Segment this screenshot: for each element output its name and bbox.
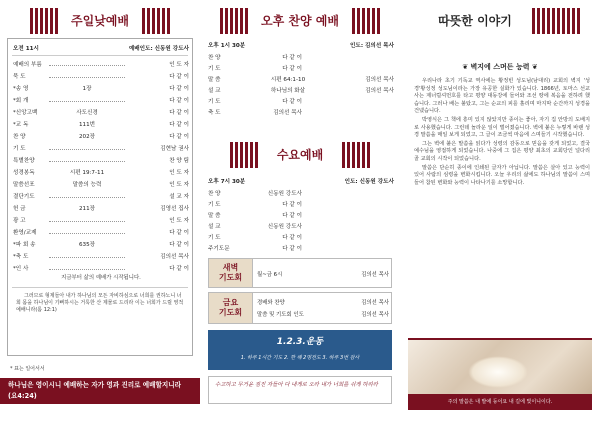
- order-person: 다 같 이: [169, 266, 189, 272]
- service-order-row: [13, 250, 189, 262]
- order-item: 설 교: [208, 224, 221, 230]
- order-item: 묵 도: [13, 74, 26, 80]
- service-order-row: [208, 85, 394, 95]
- order-item: 예배의 부름: [13, 62, 42, 68]
- service-order-row: [208, 96, 394, 106]
- sunday-leader: 예배인도: 신동원 강도사: [128, 46, 189, 52]
- footnote: * 표는 일어서서: [10, 366, 45, 372]
- order-item: 찬 양: [208, 191, 221, 197]
- order-item: 찬 양: [13, 134, 26, 140]
- header-stripes-right: [530, 8, 580, 34]
- order-item: 광 고: [13, 218, 26, 224]
- service-order-row: [208, 243, 394, 253]
- dawn-label-line1: 새벽: [222, 263, 239, 272]
- order-item: 성경봉독: [13, 170, 35, 176]
- service-order-row: [13, 226, 189, 238]
- service-order-row: [208, 199, 394, 209]
- service-order-row: [13, 118, 189, 130]
- service-order-row: [13, 262, 189, 274]
- order-person: 다 같 이: [169, 242, 189, 248]
- order-item: *파 회 송: [13, 242, 36, 248]
- order-item: *인 사: [13, 266, 29, 272]
- article-paragraph: 박영식은 그 책에 흥미 있지 않았지만 종이는 좋아, 자기 집 안방의 도배지로 사용했습니다. 그런데 놀라운 일이 벌어졌습니다. 벽에 붙은 누렇게 바랜 성경 말씀을 매일 보게 되었고, 그 글이 조금씩 마음에 스며들기 시작했습니다.: [414, 116, 590, 139]
- order-item: *축 도: [13, 254, 29, 260]
- divider: [12, 55, 188, 56]
- order-person: 다 같 이: [282, 246, 302, 252]
- sheep-figure: [468, 356, 528, 388]
- service-order-row: [13, 190, 189, 202]
- order-person: 다 같 이: [282, 99, 302, 105]
- friday-prayer-box: [208, 292, 392, 324]
- service-order-row: [208, 107, 394, 117]
- movement-title: 1.2.3.운동: [276, 337, 324, 347]
- afternoon-time-row: [208, 40, 394, 50]
- order-person: 다 같 이: [169, 110, 189, 116]
- friday-leader: 김의선 목사: [361, 312, 389, 318]
- wednesday-header: [230, 142, 370, 168]
- order-detail: 말씀의 능력: [72, 182, 102, 188]
- order-item: *송 영: [13, 86, 29, 92]
- order-person: 김의선 목사: [160, 254, 189, 260]
- order-person: 다 같 이: [282, 55, 302, 61]
- dawn-prayer-box: [208, 258, 392, 288]
- order-detail: 1장: [82, 86, 92, 92]
- service-order-row: [13, 94, 189, 106]
- order-item: *교 독: [13, 122, 29, 128]
- order-detail: [49, 194, 125, 198]
- dawn-prayer-row: [257, 269, 389, 279]
- article-paragraph: 말씀은 단순히 종이에 인쇄된 글자가 아닙니다. 말씀은 살아 있고 능력이 있어 사람의 심령을 변화시킵니다. 오늘 우리의 삶에도 하나님의 말씀이 스며들어 참된 변화와 능력이 나타나기를 소망합니다.: [414, 164, 590, 186]
- order-person: 김의선 목사: [273, 110, 302, 116]
- service-order-row: [208, 210, 394, 220]
- order-item: 기 도: [208, 66, 221, 72]
- order-person: 다 같 이: [169, 74, 189, 80]
- service-order-row: [13, 142, 189, 154]
- order-detail: [49, 254, 125, 258]
- order-person: 다 같 이: [169, 230, 189, 236]
- order-person: 김영선 집사: [160, 206, 189, 212]
- order-item: 헌 금: [13, 206, 26, 212]
- article-body: [414, 78, 590, 188]
- service-order-row: [13, 238, 189, 250]
- article-title-text: 벽지에 스며든 능력: [470, 63, 530, 71]
- order-person: 신동원 강도사: [267, 224, 302, 230]
- scripture-text: 그러므로 형제들아 내가 하나님의 모든 자비하심으로 너희를 권하노니 너희 몸을 하나님이 기뻐하시는 거룩한 산 제물로 드리라 이는 너희가 드릴 영적 예배니라(롬 12:1): [16, 293, 184, 313]
- order-item: 기 도: [208, 202, 221, 208]
- order-detail: [49, 158, 125, 162]
- order-person: 다 같 이: [169, 122, 189, 128]
- order-item: *신앙고백: [13, 110, 38, 116]
- order-person: 찬 양 팀: [169, 158, 189, 164]
- order-item: 기 도: [208, 235, 221, 241]
- order-item: 결단기도: [13, 194, 35, 200]
- friday-item: 경배와 찬양: [257, 300, 285, 306]
- friday-prayer-row: [257, 309, 389, 319]
- dawn-time: 월~금 6시: [257, 272, 283, 278]
- service-order-row: [208, 221, 394, 231]
- order-detail: 202장: [78, 134, 96, 140]
- article-paragraph: 우리나라 초기 기독교 역사에는 황정빈 성도님(남대리) 교회의 벽지 '성경'황성정 성도님이라는 가장 유공한 실화가 있습니다. 1866년, 토마스 선교사는 제너럴셔먼호를 타고 평양 대동강에 들어와 조선 땅에 복음을 전하려 했습니다. 그러나 배는 불탔고, 그는 순교의 피를 흘리며 마지막 순간까지 성경을 건넸습니다.: [414, 78, 590, 115]
- friday-label-line2: 기도회: [218, 308, 243, 317]
- service-order-row: [208, 74, 394, 84]
- order-person: 다 같 이: [282, 202, 302, 208]
- order-item: 설 교: [208, 88, 221, 94]
- article-icon: ❦: [529, 63, 538, 71]
- order-person: 인 도 자: [169, 218, 189, 224]
- column-afternoon-service: [200, 0, 400, 424]
- order-detail: 111번: [78, 122, 96, 128]
- sunday-title: 주일낮예배: [60, 8, 140, 34]
- order-detail: [49, 98, 125, 102]
- order-item: 말씀선포: [13, 182, 35, 188]
- order-person: 인 도 자: [169, 170, 189, 176]
- column-story: [400, 0, 600, 424]
- sunday-time-row: [13, 42, 189, 54]
- order-person: 김의선 목사: [365, 88, 394, 94]
- order-item: 특별찬양: [13, 158, 35, 164]
- dawn-leader: 김의선 목사: [361, 272, 389, 278]
- article-icon: ❦: [462, 63, 471, 71]
- wednesday-time: 오후 7시 30분: [208, 179, 246, 185]
- order-item: 환영/교제: [13, 230, 37, 236]
- sunday-time: 오전 11시: [13, 46, 39, 52]
- service-order-row: [208, 232, 394, 242]
- order-person: 인 도 자: [169, 182, 189, 188]
- order-item: 축 도: [208, 110, 221, 116]
- order-person: 다 같 이: [282, 235, 302, 241]
- service-order-row: [13, 178, 189, 190]
- order-detail: [49, 230, 125, 234]
- order-person: 김의선 목사: [365, 77, 394, 83]
- wednesday-leader: 인도: 신동원 강도사: [344, 179, 394, 185]
- order-item: 말 씀: [208, 77, 221, 83]
- order-detail: [49, 62, 125, 66]
- friday-leader: 김의선 목사: [361, 300, 389, 306]
- order-detail: 635장: [78, 242, 96, 248]
- service-order-row: [13, 58, 189, 70]
- article-title: [400, 62, 600, 72]
- order-person: 다 같 이: [282, 66, 302, 72]
- afternoon-title: 오후 찬양 예배: [250, 8, 350, 34]
- friday-prayer-label: [209, 293, 253, 323]
- service-order-row: [13, 130, 189, 142]
- closing-text: 지금부터 삶의 예배가 시작됩니다.: [61, 275, 141, 281]
- order-item: 찬 양: [208, 55, 221, 61]
- afternoon-time: 오후 1시 30분: [208, 43, 246, 49]
- story-header: [420, 8, 580, 34]
- service-order-row: [13, 70, 189, 82]
- order-item: 기 도: [208, 99, 221, 105]
- afternoon-header: [220, 8, 380, 34]
- sunday-header: [30, 8, 170, 34]
- movement-box: [208, 330, 392, 370]
- order-detail: 사도신경: [76, 110, 98, 116]
- order-detail: [49, 218, 125, 222]
- service-order-row: [13, 166, 189, 178]
- friday-item: 말씀 및 기도회 인도: [257, 312, 304, 318]
- order-detail: 하나님의 화살: [270, 88, 306, 94]
- story-title: 따뜻한 이야기: [420, 8, 530, 34]
- order-person: 다 같 이: [169, 134, 189, 140]
- column-sunday-service: [0, 0, 200, 424]
- service-order-row: [13, 202, 189, 214]
- service-order-row: [208, 52, 394, 62]
- order-detail: 211장: [78, 206, 96, 212]
- service-order-row: [13, 154, 189, 166]
- wednesday-title: 수요예배: [260, 142, 340, 168]
- invitation-quote: 수고하고 무거운 짐진 자들아 다 내게로 오라 내가 너희를 쉬게 하리라: [208, 376, 392, 404]
- image-caption: 주의 말씀은 내 발에 등이요 내 길에 빛이니이다.: [408, 394, 592, 410]
- divider: [12, 287, 188, 288]
- sheep-image: [408, 338, 592, 394]
- order-item: 말 씀: [208, 213, 221, 219]
- friday-label-line1: 금요: [222, 298, 239, 307]
- order-person: 설 교 자: [169, 194, 189, 200]
- order-detail: [49, 266, 125, 270]
- wednesday-time-row: [208, 176, 394, 186]
- order-person: 인 도 자: [169, 62, 189, 68]
- dawn-prayer-label: [209, 259, 253, 287]
- order-detail: 시편 64:1-10: [270, 77, 306, 83]
- order-item: 주기도문: [208, 246, 230, 252]
- service-order-row: [208, 188, 394, 198]
- order-detail: [49, 146, 125, 150]
- order-detail: 시편 19:7-11: [69, 170, 105, 176]
- sunday-order-box: [7, 38, 193, 356]
- order-detail: [49, 74, 125, 78]
- movement-subtitle: 1. 하루 1시간 기도 2. 한 해 2명전도 3. 하루 3번 감사: [240, 355, 360, 361]
- afternoon-leader: 인도: 김의선 목사: [350, 43, 394, 49]
- dawn-label-line2: 기도회: [218, 273, 243, 282]
- article-paragraph: 그는 벽에 붙은 말씀을 읽다가 성령의 감동으로 믿음을 갖게 되었고, 결국 예수님을 영접하게 되었습니다. 나중에 그 집은 평양 최초의 교회당인 널다리골 교회의 시작이 되었습니다.: [414, 140, 590, 162]
- service-order-row: [13, 82, 189, 94]
- order-person: 신동원 강도사: [267, 191, 302, 197]
- friday-prayer-row: [257, 297, 389, 307]
- service-order-row: [13, 106, 189, 118]
- order-person: 김현남 권사: [160, 146, 189, 152]
- worship-banner: 하나님은 영이시니 예배하는 자가 영과 진리로 예배할지니라 (요4:24): [0, 378, 200, 404]
- order-person: 다 같 이: [169, 86, 189, 92]
- service-order-row: [13, 214, 189, 226]
- order-person: 다 같 이: [169, 98, 189, 104]
- order-item: 기 도: [13, 146, 26, 152]
- service-order-row: [208, 63, 394, 73]
- order-person: 다 같 이: [282, 213, 302, 219]
- order-item: *회 개: [13, 98, 29, 104]
